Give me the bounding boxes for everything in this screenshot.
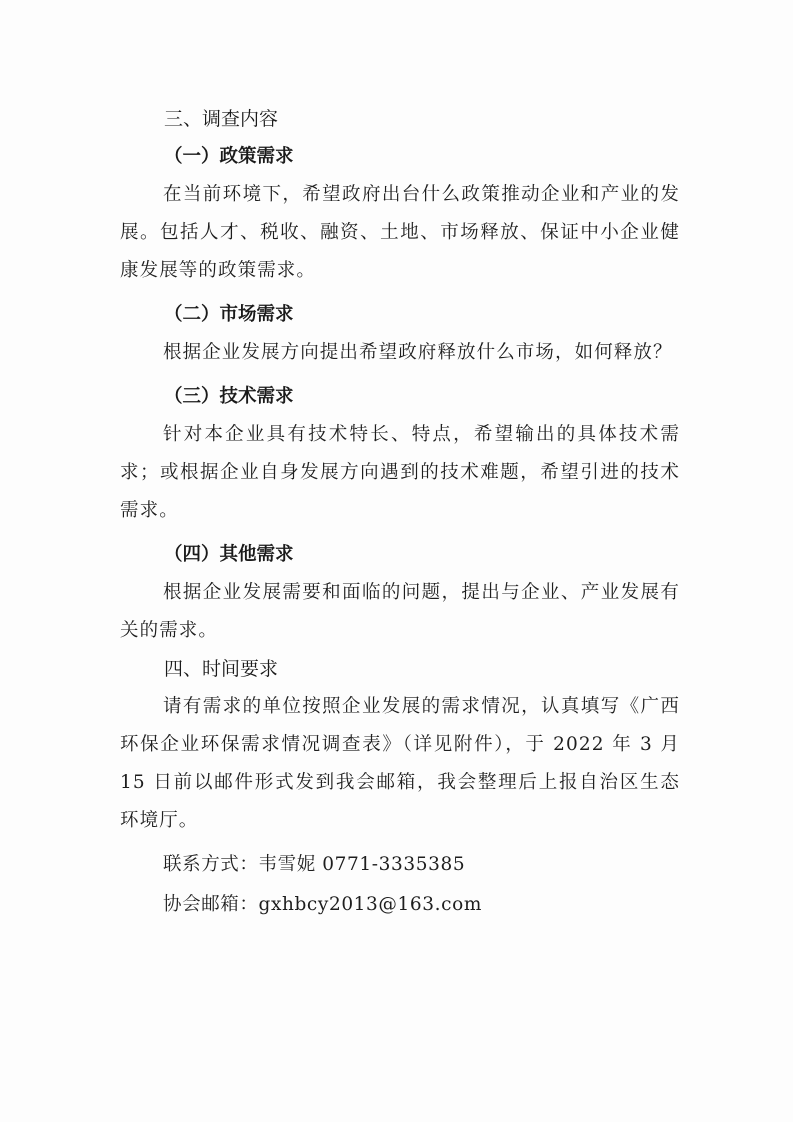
paragraph-market: 根据企业发展方向提出希望政府释放什么市场，如何释放？ bbox=[163, 342, 673, 363]
subsection-heading-technology: （三）技术需求 bbox=[164, 386, 294, 407]
subsection-heading-market: （二）市场需求 bbox=[164, 304, 294, 325]
document-body bbox=[120, 100, 680, 924]
paragraph-technology: 针对本企业具有技术特长、特点，希望输出的具体技术需求；或根据企业自身发展方向遇到的技术难题，希望引进的技术需求。 bbox=[120, 424, 680, 521]
subsection-heading-policy: （一）政策需求 bbox=[164, 146, 294, 167]
paragraph-other: 根据企业发展需要和面临的问题，提出与企业、产业发展有关的需求。 bbox=[120, 582, 680, 641]
contact-line: 联系方式：韦雪妮 0771-3335385 bbox=[163, 854, 466, 875]
paragraph-policy: 在当前环境下，希望政府出台什么政策推动企业和产业的发展。包括人才、税收、融资、土地、市场释放、保证中小企业健康发展等的政策需求。 bbox=[120, 184, 680, 281]
paragraph-time-requirement: 请有需求的单位按照企业发展的需求情况，认真填写《广西环保企业环保需求情况调查表》（详见附件），于 2022 年 3 月 15 日前以邮件形式发到我会邮箱，我会整理后上报自治区生态环境厅。 bbox=[120, 696, 680, 831]
subsection-heading-other: （四）其他需求 bbox=[164, 544, 294, 565]
section-heading-time-requirement: 四、时间要求 bbox=[164, 658, 279, 680]
section-heading-survey-content: 三、调查内容 bbox=[164, 108, 279, 130]
email-line: 协会邮箱：gxhbcy2013@163.com bbox=[163, 894, 482, 915]
